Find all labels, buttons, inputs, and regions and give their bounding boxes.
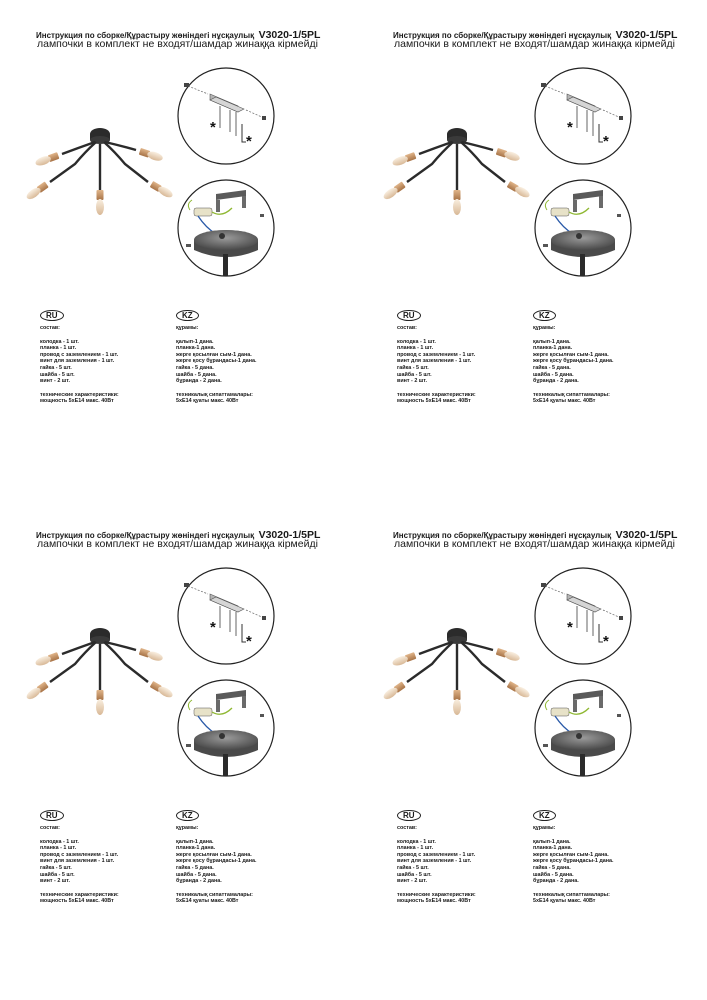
- list-item: шайба - 5 шт.: [40, 871, 75, 878]
- kz-spec-heading: техникалық сипаттамалары:: [533, 891, 610, 898]
- chandelier-illustration: [377, 112, 537, 232]
- list-item: шайба - 5 шт.: [40, 371, 75, 378]
- instruction-panel-4: [357, 500, 697, 980]
- list-item: провод с заземлением - 1 шт.: [397, 351, 476, 358]
- list-item: винт для заземления - 1 шт.: [397, 858, 472, 865]
- ru-spec: мощность 5хЕ14 макс. 40Вт: [40, 898, 114, 905]
- list-item: провод с заземлением - 1 шт.: [40, 851, 119, 858]
- list-item: планка-1 дана.: [533, 345, 573, 352]
- list-item: бұранда - 2 дана.: [176, 378, 222, 385]
- title-prefix: Инструкция по сборке/Құрастыру жөніндегі нұсқаулық: [393, 31, 612, 40]
- list-item: гайка - 5 шт.: [397, 364, 429, 371]
- ru-spec-heading: технические характеристики:: [397, 391, 476, 398]
- kz-heading: құрамы:: [533, 325, 556, 331]
- list-item: провод с заземлением - 1 шт.: [397, 851, 476, 858]
- ru-badge: RU: [397, 810, 421, 821]
- list-item: планка - 1 шт.: [40, 845, 77, 852]
- list-item: винт - 2 шт.: [40, 378, 70, 385]
- canopy-wiring-diagram: [176, 178, 276, 278]
- ru-spec: мощность 5хЕ14 макс. 40Вт: [40, 398, 114, 405]
- kz-badge: KZ: [533, 310, 556, 321]
- kz-column: [176, 310, 257, 405]
- list-item: колодка - 1 шт.: [40, 338, 79, 345]
- mounting-bracket-diagram: [176, 66, 276, 166]
- bulbs-note: лампочки в комплект не входят/шамдар жинаққа кірмейді: [37, 538, 318, 550]
- model-number: V3020-1/5PL: [615, 529, 678, 541]
- list-item: қалып-1 дана.: [533, 338, 571, 345]
- title-prefix: Инструкция по сборке/Құрастыру жөніндегі нұсқаулық: [36, 31, 255, 40]
- ru-spec-heading: технические характеристики:: [40, 391, 119, 398]
- kz-heading: құрамы:: [533, 825, 556, 831]
- list-item: планка-1 дана.: [176, 345, 216, 352]
- chandelier-illustration: [20, 112, 180, 232]
- ru-badge: RU: [40, 310, 64, 321]
- kz-heading: құрамы:: [176, 325, 199, 331]
- ru-heading: состав:: [397, 825, 417, 831]
- list-item: шайба - 5 дана.: [533, 371, 574, 378]
- ru-heading: состав:: [40, 825, 60, 831]
- list-item: гайка - 5 дана.: [533, 864, 571, 871]
- list-item: жерге қосу бұрандасы-1 дана.: [533, 358, 614, 365]
- instruction-panel-1: [0, 0, 340, 480]
- kz-badge: KZ: [176, 310, 199, 321]
- kz-spec-heading: техникалық сипаттамалары:: [533, 391, 610, 398]
- list-item: шайба - 5 шт.: [397, 371, 432, 378]
- list-item: қалып-1 дана.: [176, 338, 214, 345]
- kz-column: [533, 810, 614, 905]
- ru-column: [40, 310, 119, 405]
- ru-badge: RU: [40, 810, 64, 821]
- list-item: планка - 1 шт.: [40, 345, 77, 352]
- list-item: жерге қосылған сым-1 дана.: [533, 851, 609, 858]
- list-item: провод с заземлением - 1 шт.: [40, 351, 119, 358]
- mounting-bracket-diagram: [533, 566, 633, 666]
- kz-column: [533, 310, 614, 405]
- list-item: винт - 2 шт.: [40, 878, 70, 885]
- kz-spec-heading: техникалық сипаттамалары:: [176, 891, 253, 898]
- list-item: гайка - 5 шт.: [40, 864, 72, 871]
- kz-spec: 5хЕ14 қуаты макс. 40Вт: [176, 398, 239, 405]
- list-item: қалып-1 дана.: [533, 838, 571, 845]
- kz-spec-heading: техникалық сипаттамалары:: [176, 391, 253, 398]
- ru-column: [397, 310, 476, 405]
- ru-column: [397, 810, 476, 905]
- list-item: планка-1 дана.: [176, 845, 216, 852]
- list-item: жерге қосылған сым-1 дана.: [176, 351, 252, 358]
- list-item: жерге қосу бұрандасы-1 дана.: [176, 358, 257, 365]
- kz-badge: KZ: [176, 810, 199, 821]
- kz-spec: 5хЕ14 қуаты макс. 40Вт: [533, 398, 596, 405]
- list-item: винт - 2 шт.: [397, 878, 427, 885]
- list-item: планка - 1 шт.: [397, 345, 434, 352]
- list-item: шайба - 5 дана.: [176, 871, 217, 878]
- ru-badge: RU: [397, 310, 421, 321]
- list-item: бұранда - 2 дана.: [176, 878, 222, 885]
- mounting-bracket-diagram: [176, 566, 276, 666]
- kz-spec: 5хЕ14 қуаты макс. 40Вт: [533, 898, 596, 905]
- bulbs-note: лампочки в комплект не входят/шамдар жинаққа кірмейді: [37, 38, 318, 50]
- model-number: V3020-1/5PL: [615, 29, 678, 41]
- list-item: гайка - 5 шт.: [40, 364, 72, 371]
- list-item: жерге қосу бұрандасы-1 дана.: [176, 858, 257, 865]
- list-item: винт для заземления - 1 шт.: [40, 858, 115, 865]
- list-item: гайка - 5 дана.: [176, 864, 214, 871]
- list-item: колодка - 1 шт.: [40, 838, 79, 845]
- bulbs-note: лампочки в комплект не входят/шамдар жинаққа кірмейді: [394, 38, 675, 50]
- ru-column: [40, 810, 119, 905]
- list-item: планка-1 дана.: [533, 845, 573, 852]
- model-number: V3020-1/5PL: [258, 29, 321, 41]
- list-item: бұранда - 2 дана.: [533, 378, 579, 385]
- ru-spec: мощность 5хЕ14 макс. 40Вт: [397, 398, 471, 405]
- list-item: колодка - 1 шт.: [397, 338, 436, 345]
- kz-heading: құрамы:: [176, 825, 199, 831]
- canopy-wiring-diagram: [533, 178, 633, 278]
- canopy-wiring-diagram: [533, 678, 633, 778]
- ru-spec: мощность 5хЕ14 макс. 40Вт: [397, 898, 471, 905]
- kz-column: [176, 810, 257, 905]
- chandelier-illustration: [377, 612, 537, 732]
- bulbs-note: лампочки в комплект не входят/шамдар жинаққа кірмейді: [394, 538, 675, 550]
- title-prefix: Инструкция по сборке/Құрастыру жөніндегі нұсқаулық: [36, 531, 255, 540]
- list-item: винт для заземления - 1 шт.: [397, 358, 472, 365]
- kz-badge: KZ: [533, 810, 556, 821]
- ru-heading: состав:: [397, 325, 417, 331]
- canopy-wiring-diagram: [176, 678, 276, 778]
- list-item: гайка - 5 дана.: [176, 364, 214, 371]
- instruction-panel-2: [357, 0, 697, 480]
- list-item: жерге қосу бұрандасы-1 дана.: [533, 858, 614, 865]
- mounting-bracket-diagram: [533, 66, 633, 166]
- list-item: шайба - 5 дана.: [176, 371, 217, 378]
- list-item: колодка - 1 шт.: [397, 838, 436, 845]
- list-item: шайба - 5 шт.: [397, 871, 432, 878]
- list-item: винт для заземления - 1 шт.: [40, 358, 115, 365]
- list-item: винт - 2 шт.: [397, 378, 427, 385]
- ru-heading: состав:: [40, 325, 60, 331]
- list-item: шайба - 5 дана.: [533, 871, 574, 878]
- list-item: гайка - 5 дана.: [533, 364, 571, 371]
- ru-spec-heading: технические характеристики:: [397, 891, 476, 898]
- model-number: V3020-1/5PL: [258, 529, 321, 541]
- instruction-panel-3: [0, 500, 340, 980]
- list-item: планка - 1 шт.: [397, 845, 434, 852]
- ru-spec-heading: технические характеристики:: [40, 891, 119, 898]
- list-item: бұранда - 2 дана.: [533, 878, 579, 885]
- list-item: қалып-1 дана.: [176, 838, 214, 845]
- chandelier-illustration: [20, 612, 180, 732]
- title-prefix: Инструкция по сборке/Құрастыру жөніндегі нұсқаулық: [393, 531, 612, 540]
- list-item: жерге қосылған сым-1 дана.: [533, 351, 609, 358]
- list-item: жерге қосылған сым-1 дана.: [176, 851, 252, 858]
- kz-spec: 5хЕ14 қуаты макс. 40Вт: [176, 898, 239, 905]
- list-item: гайка - 5 шт.: [397, 864, 429, 871]
